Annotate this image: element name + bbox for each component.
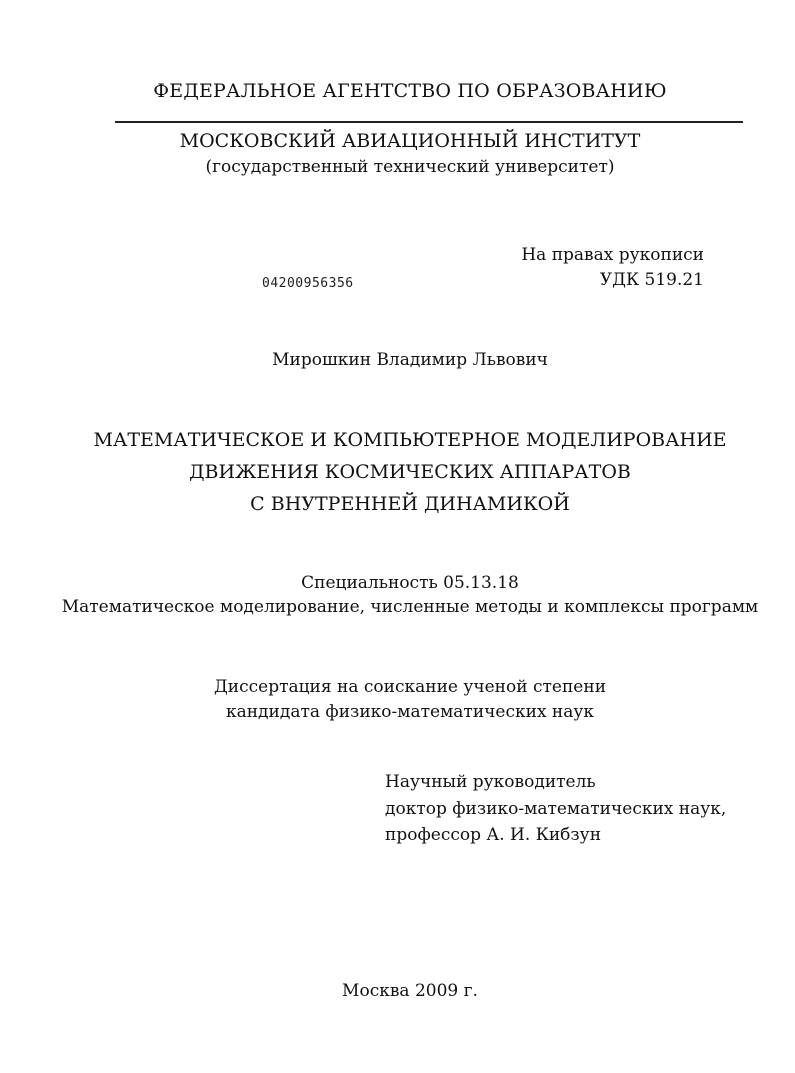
dissertation-title (0, 424, 795, 520)
author-name: Мирошкин Владимир Львович (272, 350, 548, 370)
header-divider (115, 121, 743, 123)
dissertation-degree: кандидата физико-математических наук (225, 702, 595, 722)
city-year: Москва 2009 г. (342, 981, 478, 1001)
title-line-2: ДВИЖЕНИЯ КОСМИЧЕСКИХ АППАРАТОВ (189, 461, 631, 483)
agency-heading: ФЕДЕРАЛЬНОЕ АГЕНТСТВО ПО ОБРАЗОВАНИЮ (153, 80, 667, 102)
manuscript-rights: На правах рукописи (521, 245, 704, 265)
document-code: 04200956356 (262, 276, 354, 291)
specialty-description: Математическое моделирование, численные методы и комплексы программ (61, 597, 759, 617)
institute-subtitle: (государственный технический университет) (205, 157, 615, 177)
title-line-3: С ВНУТРЕННЕЙ ДИНАМИКОЙ (250, 493, 570, 515)
supervisor-name: профессор А. И. Кибзун (385, 825, 602, 845)
dissertation-purpose: Диссертация на соискание ученой степени (213, 677, 607, 697)
supervisor-role: Научный руководитель (385, 772, 596, 792)
institute-name: МОСКОВСКИЙ АВИАЦИОННЫЙ ИНСТИТУТ (179, 130, 641, 152)
specialty-number: Специальность 05.13.18 (301, 573, 519, 593)
udk-code: УДК 519.21 (599, 270, 704, 290)
supervisor-degree: доктор физико-математических наук, (385, 799, 727, 819)
title-line-1: МАТЕМАТИЧЕСКОЕ И КОМПЬЮТЕРНОЕ МОДЕЛИРОВАНИЕ (93, 429, 727, 451)
